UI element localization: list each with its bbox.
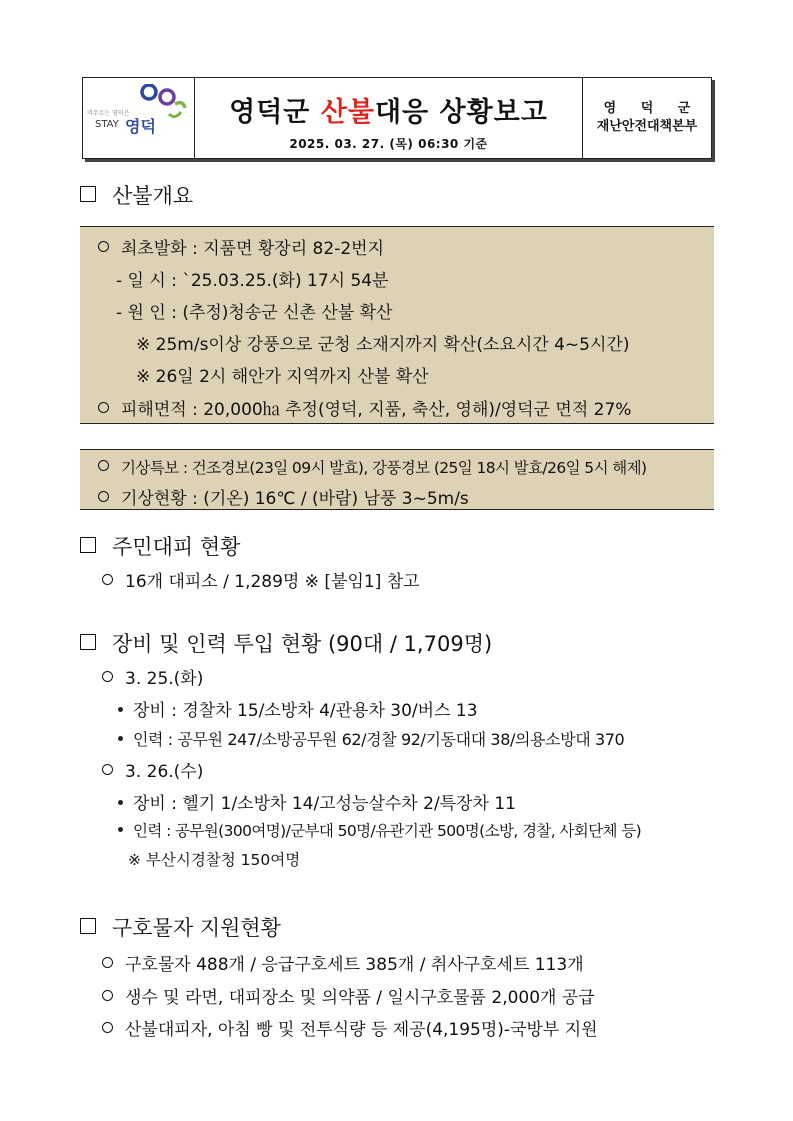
- weather-current: 기상현황 : (기온) 16℃ / (바람) 남풍 3~5m/s: [98, 484, 469, 509]
- circle-bullet-icon: [98, 241, 109, 252]
- section-title-overview: 산불개요: [80, 180, 193, 210]
- dot-bullet-icon: [118, 736, 123, 741]
- circle-bullet-icon: [102, 990, 113, 1001]
- day2-note: ※ 부산시경찰청 150여명: [128, 851, 301, 869]
- circle-bullet-icon: [102, 574, 113, 585]
- evacuation-summary: 16개 대피소 / 1,289명 ※ [붙임1] 참고: [102, 567, 420, 592]
- report-header: [82, 77, 712, 159]
- relief-line-1: 구호물자 488개 / 응급구호세트 385개 / 취사구호세트 113개: [102, 950, 584, 975]
- relief-line-3: 산불대피자, 아침 빵 및 전투식량 등 제공(4,195명)-국방부 지원: [102, 1015, 598, 1040]
- dot-bullet-icon: [118, 707, 123, 712]
- square-bullet-icon: [80, 634, 96, 650]
- square-bullet-icon: [80, 918, 96, 934]
- logo-stay: STAY: [95, 119, 119, 130]
- report-date: 2025. 03. 27. (목) 06:30 기준: [289, 137, 488, 151]
- day1-equipment: 장비 : 경찰차 15/소방차 4/관용차 30/버스 13: [118, 696, 478, 721]
- circle-bullet-icon: [102, 957, 113, 968]
- org-name: 영 덕 군: [603, 101, 701, 116]
- circle-bullet-icon: [102, 671, 113, 682]
- overview-cause: - 원 인 : (추정)청송군 신촌 산불 확산: [116, 303, 393, 323]
- circle-bullet-icon: [102, 764, 113, 775]
- section-title-resources: 장비 및 인력 투입 현황 (90대 / 1,709명): [80, 628, 492, 658]
- overview-origin: 최초발화 : 지품면 황장리 82-2번지: [98, 234, 384, 259]
- relief-line-2: 생수 및 라면, 대피장소 및 의약품 / 일시구호물품 2,000개 공급: [102, 983, 595, 1008]
- logo-cell: [83, 78, 195, 158]
- overview-damage-area: 피해면적 : 20,000㏊ 추정(영덕, 지품, 축산, 영해)/영덕군 면적 27%: [98, 395, 631, 420]
- logo-tagline: 머무르는 영덕은: [87, 110, 130, 117]
- day2-personnel: 인력 : 공무원(300여명)/군부대 50명/유관기관 500명(소방, 경찰, 사회단체 등): [118, 819, 641, 841]
- org-cell: [583, 78, 711, 158]
- circle-bullet-icon: [102, 1022, 113, 1033]
- overview-datetime: - 일 시 : `25.03.25.(화) 17시 54분: [116, 271, 389, 291]
- weather-warning: 기상특보 : 건조경보(23일 09시 발효), 강풍경보 (25일 18시 발효/26일 5시 해제): [98, 456, 646, 478]
- square-bullet-icon: [80, 537, 96, 553]
- title-cell: [195, 78, 583, 158]
- dot-bullet-icon: [118, 827, 123, 832]
- circle-bullet-icon: [98, 491, 109, 502]
- day2-label: 3. 26.(수): [102, 757, 203, 782]
- overview-note-2: ※ 26일 2시 해안가 지역까지 산불 확산: [136, 367, 429, 387]
- overview-note-1: ※ 25m/s이상 강풍으로 군청 소재지까지 확산(소요시간 4~5시간): [136, 335, 630, 355]
- dot-bullet-icon: [118, 800, 123, 805]
- section-title-relief: 구호물자 지원현황: [80, 912, 281, 942]
- circle-bullet-icon: [98, 460, 109, 471]
- day1-label: 3. 25.(화): [102, 664, 203, 689]
- circle-bullet-icon: [98, 402, 109, 413]
- page-title: 영덕군 산불대응 상황보고: [229, 97, 548, 128]
- org-department: 재난안전대책본부: [596, 119, 698, 134]
- day1-personnel: 인력 : 공무원 247/소방공무원 62/경찰 92/기동대대 38/의용소방대 370: [118, 727, 624, 750]
- square-bullet-icon: [80, 186, 96, 202]
- logo-name: 영덕: [125, 117, 156, 136]
- section-title-evacuation: 주민대피 현황: [80, 531, 240, 561]
- day2-equipment: 장비 : 헬기 1/소방차 14/고성능살수차 2/특장차 11: [118, 789, 516, 814]
